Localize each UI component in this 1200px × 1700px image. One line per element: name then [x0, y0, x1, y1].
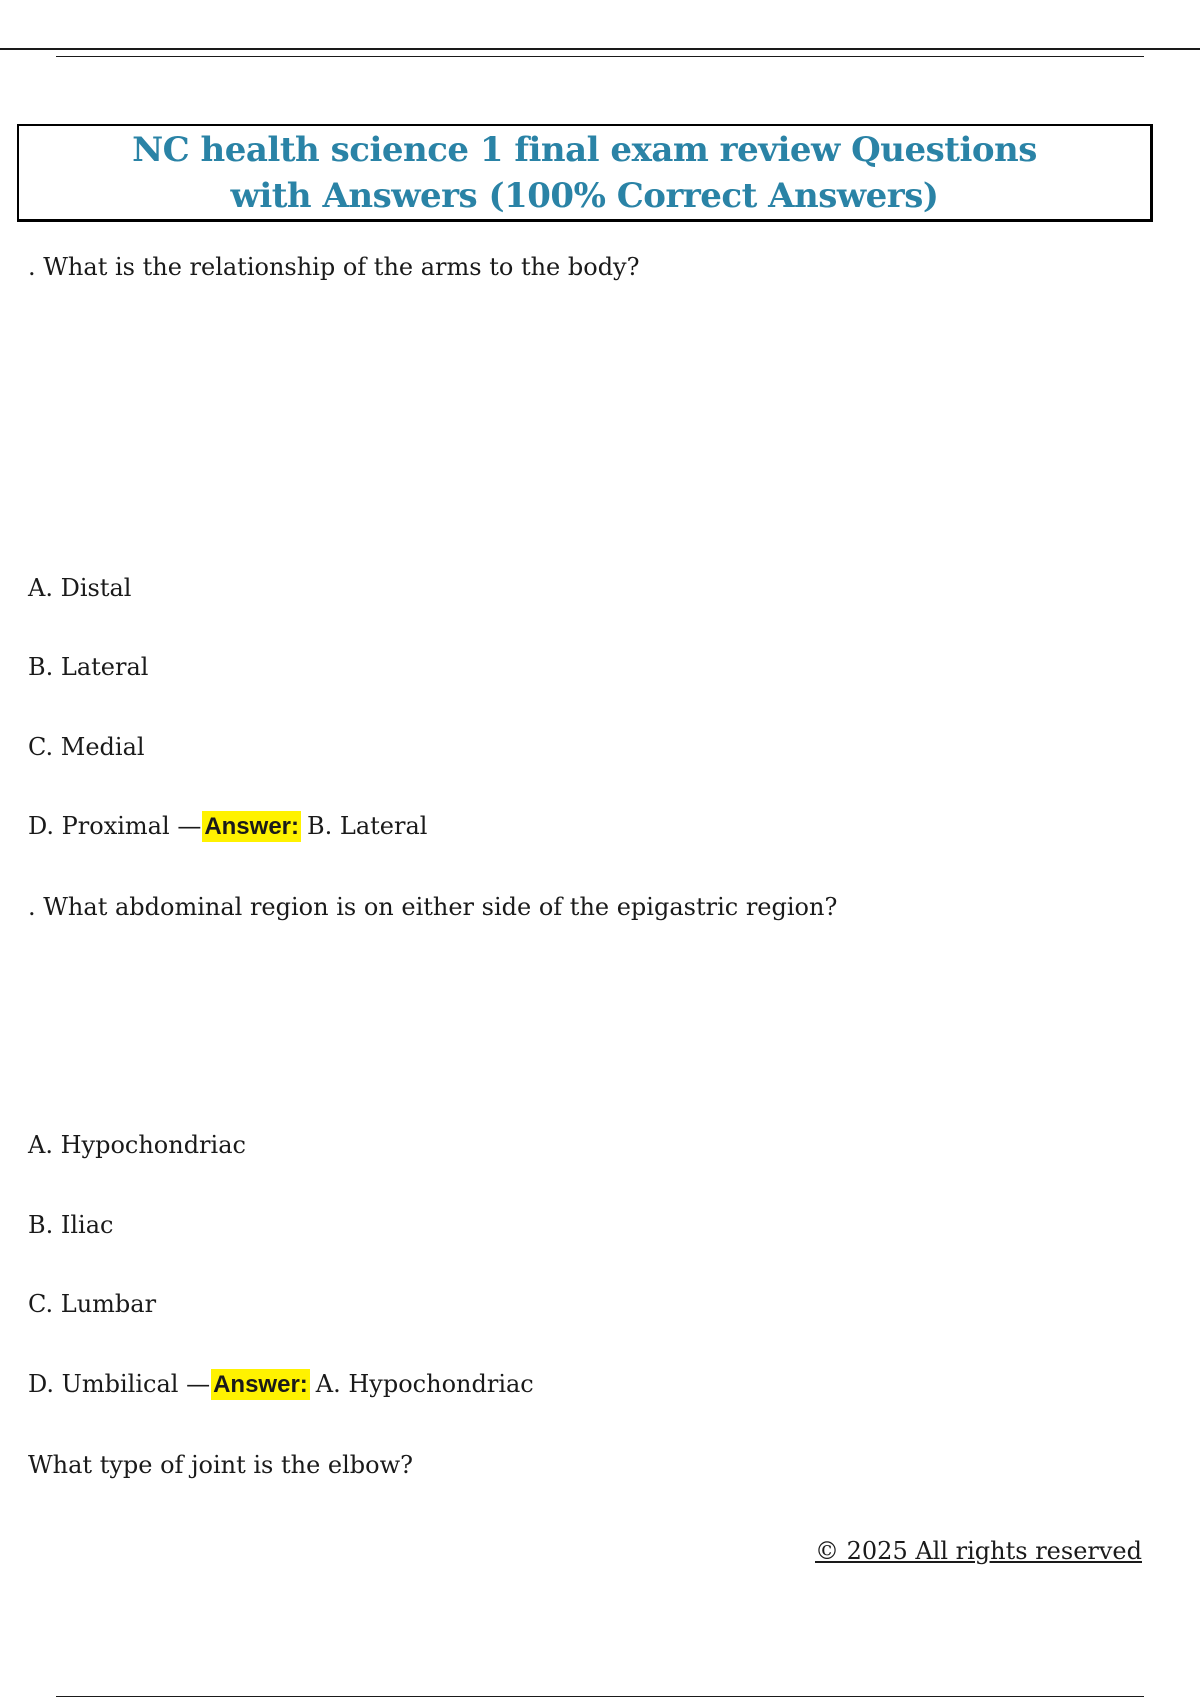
question-1-option-b: B. Lateral: [28, 653, 149, 681]
question-1-option-d: D. Proximal: [28, 812, 170, 840]
question-1-option-c: C. Medial: [28, 733, 145, 761]
question-1-answer-value: B. Lateral: [307, 812, 428, 840]
title-box: [17, 124, 1153, 222]
answer-separator: —: [186, 1370, 211, 1398]
question-3-prompt: What type of joint is the elbow?: [28, 1451, 414, 1479]
question-1-option-a: A. Distal: [28, 574, 132, 602]
question-2-option-a: A. Hypochondriac: [28, 1131, 246, 1159]
answer-separator: —: [177, 812, 202, 840]
question-1-prompt: . What is the relationship of the arms to the body?: [28, 253, 640, 281]
question-2-option-b: B. Iliac: [28, 1211, 114, 1239]
question-2-answer-value: A. Hypochondriac: [315, 1370, 534, 1398]
question-2-prompt: . What abdominal region is on either side of the epigastric region?: [28, 893, 838, 921]
answer-label-highlight: Answer:: [213, 1371, 308, 1398]
question-2-option-c: C. Lumbar: [28, 1290, 157, 1318]
document-title: NC health science 1 final exam review Questions with Answers (100% Correct Answers): [132, 129, 1037, 216]
question-1-option-d-line: [28, 811, 427, 842]
header-rule-inner: [56, 56, 1144, 57]
question-2-option-d-line: [28, 1369, 534, 1400]
answer-label-highlight: Answer:: [204, 813, 299, 840]
copyright-footer: © 2025 All rights reserved: [815, 1537, 1142, 1565]
header-rule-full: [0, 48, 1200, 50]
footer-rule: [56, 1696, 1144, 1697]
question-2-option-d: D. Umbilical: [28, 1370, 179, 1398]
